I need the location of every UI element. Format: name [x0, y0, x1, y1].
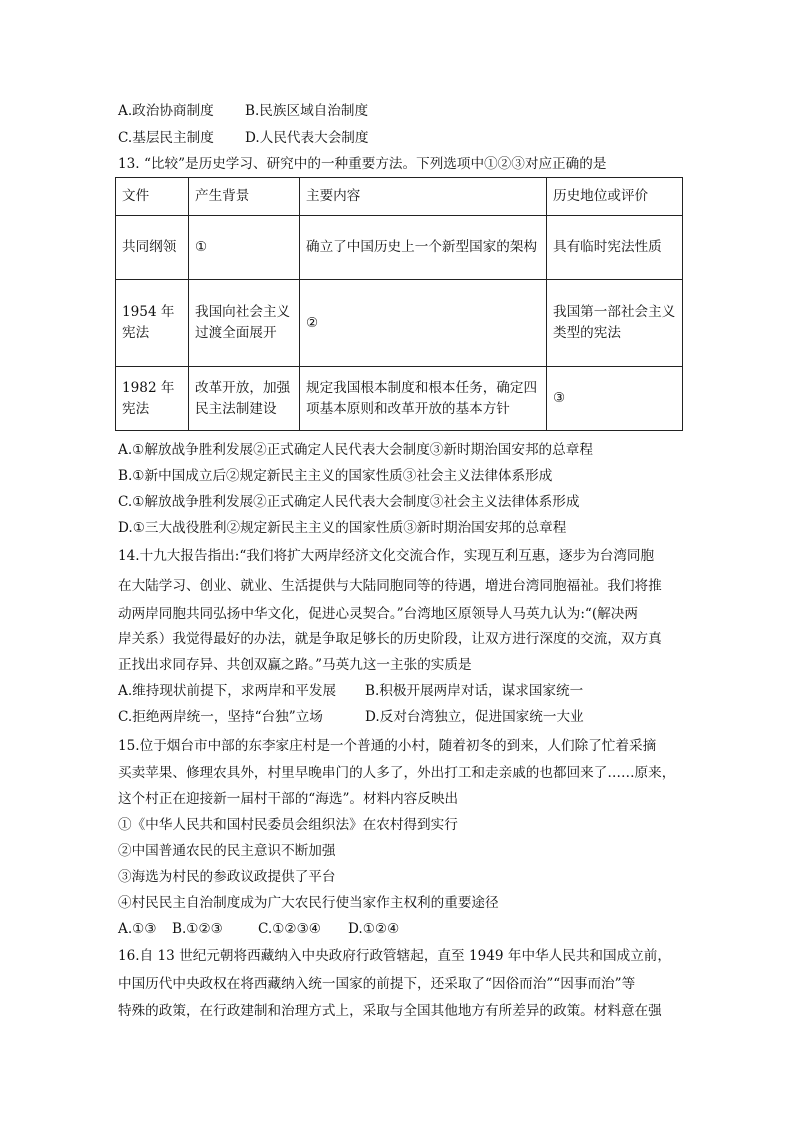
- table-row: [116, 216, 683, 280]
- table-row: [116, 280, 683, 367]
- q15-item: ④村民民主自治制度成为广大农民行使当家作主权利的重要途径: [118, 895, 499, 911]
- q15-stem-line: 这个村正在迎接新一届村干部的“海选”。材料内容反映出: [118, 791, 459, 807]
- table-cell: 1954 年宪法: [116, 280, 189, 367]
- q15-option-b: B.①②③: [172, 921, 223, 937]
- q15-item: ②中国普通农民的民主意识不断加强: [118, 843, 336, 859]
- table-cell: 我国向社会主义过渡全面展开: [189, 280, 300, 367]
- q13-option-b: B.①新中国成立后②规定新民主主义的国家性质③社会主义法律体系形成: [118, 468, 553, 484]
- q15-stem-line: 买卖苹果、修理农具外，村里早晚串门的人多了，外出打工和走亲戚的也都回来了……原来，: [118, 765, 676, 781]
- q16-stem-line: 16.自 13 世纪元朝将西藏纳入中央政府行政管辖起，直至 1949 年中华人民共和国成立前，: [118, 948, 671, 964]
- table-cell: 具有临时宪法性质: [547, 216, 683, 280]
- q15-item: ①《中华人民共和国村民委员会组织法》在农村得到实行: [118, 817, 458, 833]
- q15-option-c: C.①②③④: [258, 921, 321, 937]
- q14-option-d: D.反对台湾独立，促进国家统一大业: [365, 709, 584, 725]
- q14-stem-line: 正找出求同存异、共创双赢之路。”马英九这一主张的实质是: [118, 657, 472, 673]
- q14-stem-line: 岸关系）我觉得最好的办法，就是争取足够长的历史阶段，让双方进行深度的交流，双方真: [118, 631, 662, 647]
- table-header-cell: 文件: [116, 178, 189, 216]
- q15-stem-line: 15.位于烟台市中部的东李家庄村是一个普通的小村，随着初冬的到来，人们除了忙着采摘: [118, 738, 657, 754]
- table-header-cell: 主要内容: [300, 178, 547, 216]
- table-cell: ②: [300, 280, 547, 367]
- q13-option-a: A.①解放战争胜利发展②正式确定人民代表大会制度③新时期治国安邦的总章程: [118, 442, 593, 458]
- comparison-table: [115, 177, 683, 431]
- q14-option-c: C.拒绝两岸统一，坚持“台独”立场: [118, 709, 323, 725]
- table-cell: 1982 年宪法: [116, 367, 189, 431]
- table-cell: 我国第一部社会主义类型的宪法: [547, 280, 683, 367]
- q16-stem-line: 中国历代中央政权在将西藏纳入统一国家的前提下，还采取了“因俗而治”“因事而治”等: [118, 976, 636, 992]
- table-cell: 改革开放，加强民主法制建设: [189, 367, 300, 431]
- q15-option-d: D.①②④: [348, 921, 400, 937]
- table-row: [116, 367, 683, 431]
- q14-option-a: A.维持现状前提下，求两岸和平发展: [118, 683, 337, 699]
- table-header-cell: 产生背景: [189, 178, 300, 216]
- q12-option-d: D.人民代表大会制度: [245, 130, 369, 146]
- q13-option-d: D.①三大战役胜利②规定新民主主义的国家性质③新时期治国安邦的总章程: [118, 520, 567, 536]
- q12-option-a: A.政治协商制度: [118, 103, 214, 119]
- table-cell: 确立了中国历史上一个新型国家的架构: [300, 216, 547, 280]
- table-cell: 规定我国根本制度和根本任务，确定四项基本原则和改革开放的基本方针: [300, 367, 547, 431]
- q14-stem-line: 动两岸同胞共同弘扬中华文化，促进心灵契合。”台湾地区原领导人马英九认为:“(解决两: [118, 606, 638, 622]
- table-header-cell: 历史地位或评价: [547, 178, 683, 216]
- q12-option-c: C.基层民主制度: [118, 130, 214, 146]
- q15-item: ③海选为村民的参政议政提供了平台: [118, 869, 336, 885]
- q14-stem-line: 14.十九大报告指出:“我们将扩大两岸经济文化交流合作，实现互利互惠，逐步为台湾同胞: [118, 548, 655, 564]
- table-cell: ①: [189, 216, 300, 280]
- q15-option-a: A.①③: [118, 921, 157, 937]
- q12-option-b: B.民族区域自治制度: [245, 103, 369, 119]
- table-cell: 共同纲领: [116, 216, 189, 280]
- q13-stem: 13. “比较”是历史学习、研究中的一种重要方法。下列选项中①②③对应正确的是: [118, 156, 607, 172]
- q16-stem-line: 特殊的政策，在行政建制和治理方式上，采取与全国其他地方有所差异的政策。材料意在强: [118, 1003, 662, 1019]
- q14-option-b: B.积极开展两岸对话，谋求国家统一: [365, 683, 584, 699]
- q14-stem-line: 在大陆学习、创业、就业、生活提供与大陆同胞同等的待遇，增进台湾同胞福祉。我们将推: [118, 578, 662, 594]
- q13-option-c: C.①解放战争胜利发展②正式确定人民代表大会制度③社会主义法律体系形成: [118, 494, 580, 510]
- table-cell: ③: [547, 367, 683, 431]
- table-header-row: [116, 178, 683, 216]
